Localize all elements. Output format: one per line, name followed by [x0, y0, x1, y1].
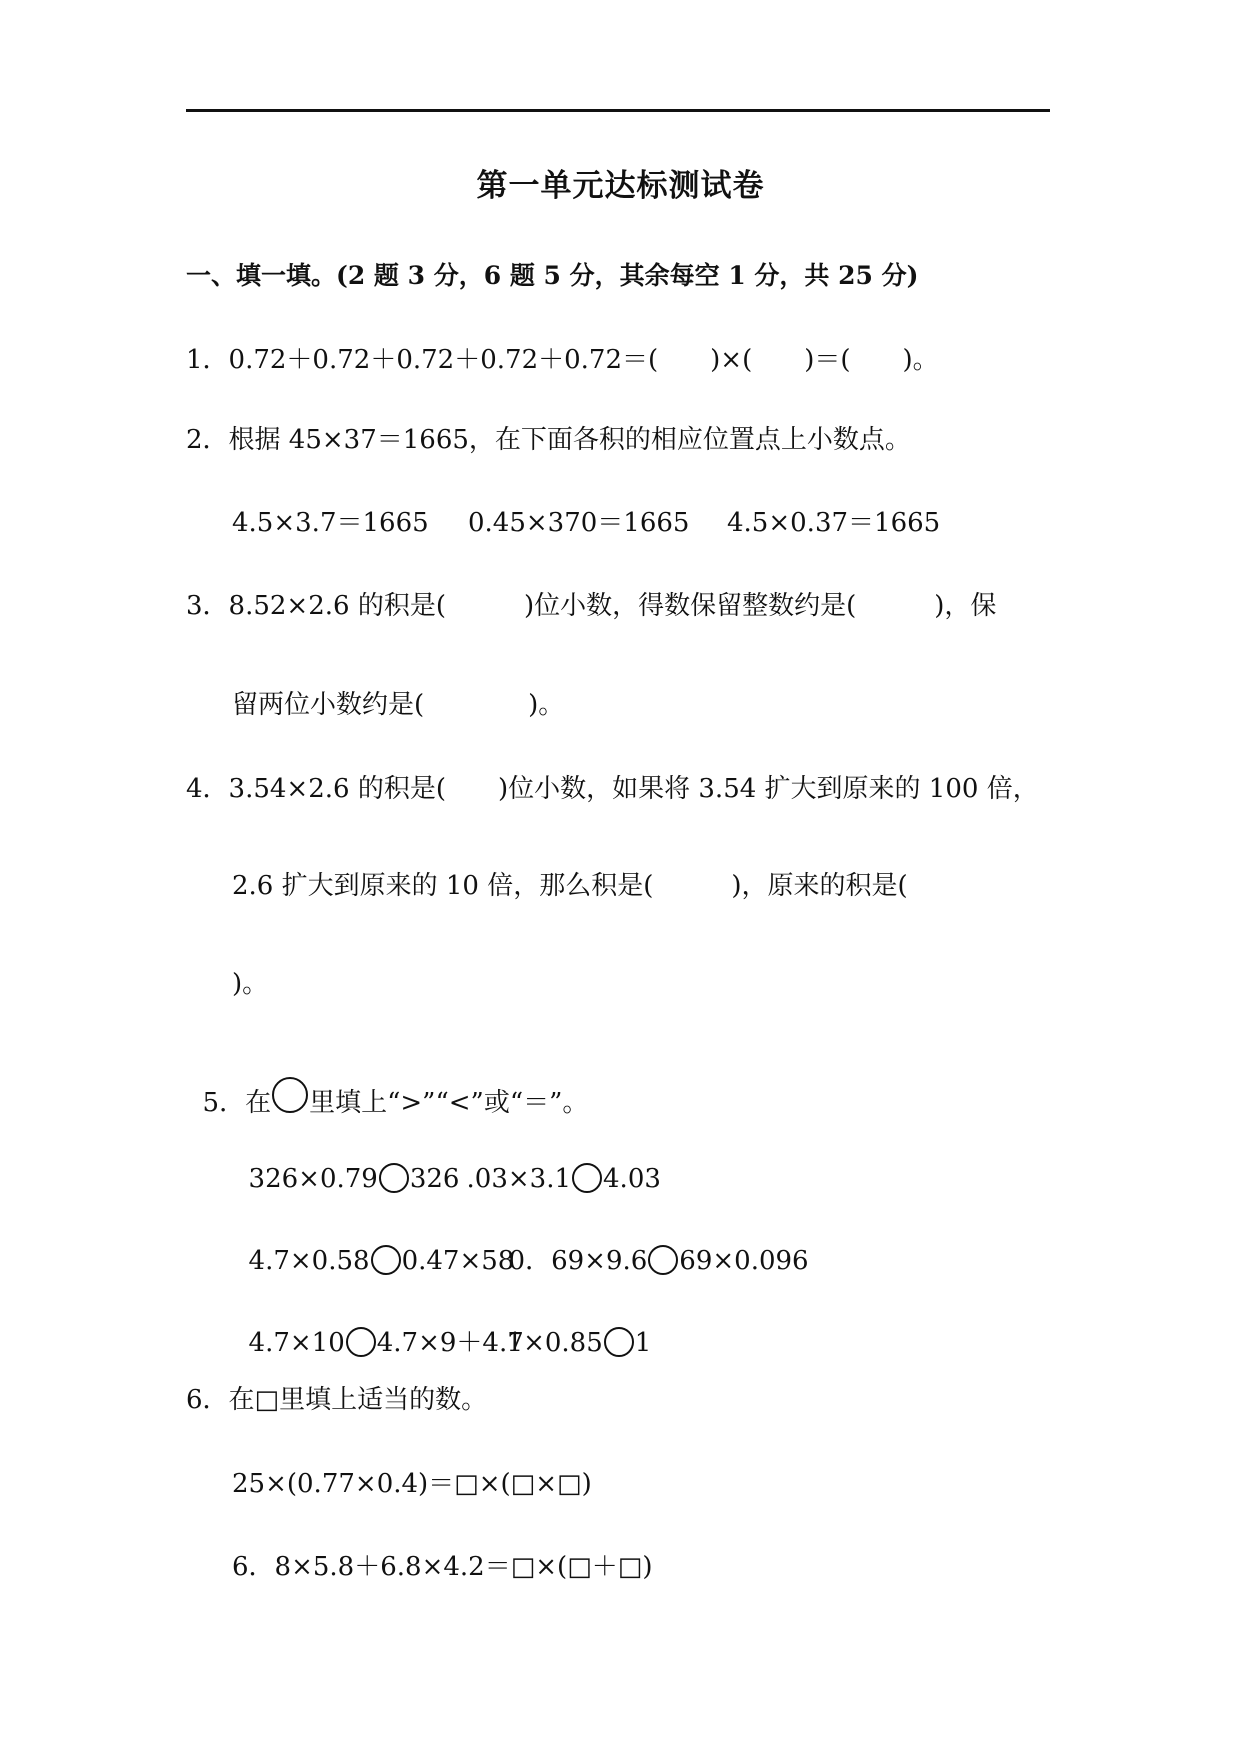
q2-item: 0.45×370＝1665 [468, 508, 690, 538]
q2-item: 4.5×0.37＝1665 [727, 508, 941, 538]
circle-blank[interactable] [346, 1327, 376, 1357]
q2-item: 4.5×3.7＝1665 [232, 508, 429, 538]
expr-right: 1 [634, 1328, 652, 1358]
comparison-row [232, 1128, 459, 1196]
question-6: 6．在□里填上适当的数。 [186, 1385, 488, 1415]
expr-left: .03×3.1 [466, 1164, 572, 1194]
expr-left: 0．69×9.6 [508, 1246, 648, 1276]
question-1: 1．0.72＋0.72＋0.72＋0.72＋0.72＝( )×( )＝( )。 [186, 345, 939, 375]
question-4-cont: 2.6 扩大到原来的 10 倍，那么积是( )，原来的积是( [232, 871, 908, 901]
circle-blank[interactable] [572, 1163, 602, 1193]
circle-blank-icon [272, 1077, 308, 1113]
expr-right: 4.7×9＋4.7 [376, 1328, 524, 1358]
q6-item: 6．8×5.8＋6.8×4.2＝□×(□＋□) [232, 1552, 653, 1582]
header-rule [186, 109, 1050, 112]
circle-blank[interactable] [604, 1327, 634, 1357]
expr-right: 4.03 [603, 1164, 661, 1194]
section-heading: 一、填一填。(2 题 3 分，6 题 5 分，其余每空 1 分，共 25 分) [186, 261, 919, 290]
question-2: 2．根据 45×37＝1665，在下面各积的相应位置点上小数点。 [186, 425, 911, 455]
question-3: 3．8.52×2.6 的积是( )位小数，得数保留整数约是( )，保 [186, 591, 997, 621]
q5-suffix: 里填上“>”“<”或“＝”。 [309, 1088, 589, 1118]
expr-left: 4.7×10 [248, 1328, 345, 1358]
expr-right: 326 [409, 1164, 460, 1194]
expr-left: 326×0.79 [248, 1164, 378, 1194]
circle-blank[interactable] [379, 1163, 409, 1193]
question-5 [186, 1043, 588, 1120]
expr-left: 4.7×0.58 [248, 1246, 370, 1276]
question-4-end: )。 [232, 969, 269, 999]
comparison-row [490, 1292, 651, 1360]
expr-right: 69×0.096 [679, 1246, 809, 1276]
comparison-row [450, 1128, 661, 1196]
comparison-row [232, 1210, 514, 1278]
expr-right: 0.47×58 [401, 1246, 515, 1276]
question-4: 4．3.54×2.6 的积是( )位小数，如果将 3.54 扩大到原来的 100 倍， [186, 774, 1039, 804]
comparison-row [492, 1210, 809, 1278]
circle-blank[interactable] [371, 1245, 401, 1275]
question-3-cont: 留两位小数约是( )。 [232, 690, 565, 720]
circle-blank[interactable] [648, 1245, 678, 1275]
expr-left: 1×0.85 [506, 1328, 603, 1358]
q5-prefix: 5．在 [202, 1088, 272, 1118]
page-title: 第一单元达标测试卷 [476, 168, 765, 204]
q6-item: 25×(0.77×0.4)＝□×(□×□) [232, 1469, 592, 1499]
comparison-row [232, 1292, 524, 1360]
